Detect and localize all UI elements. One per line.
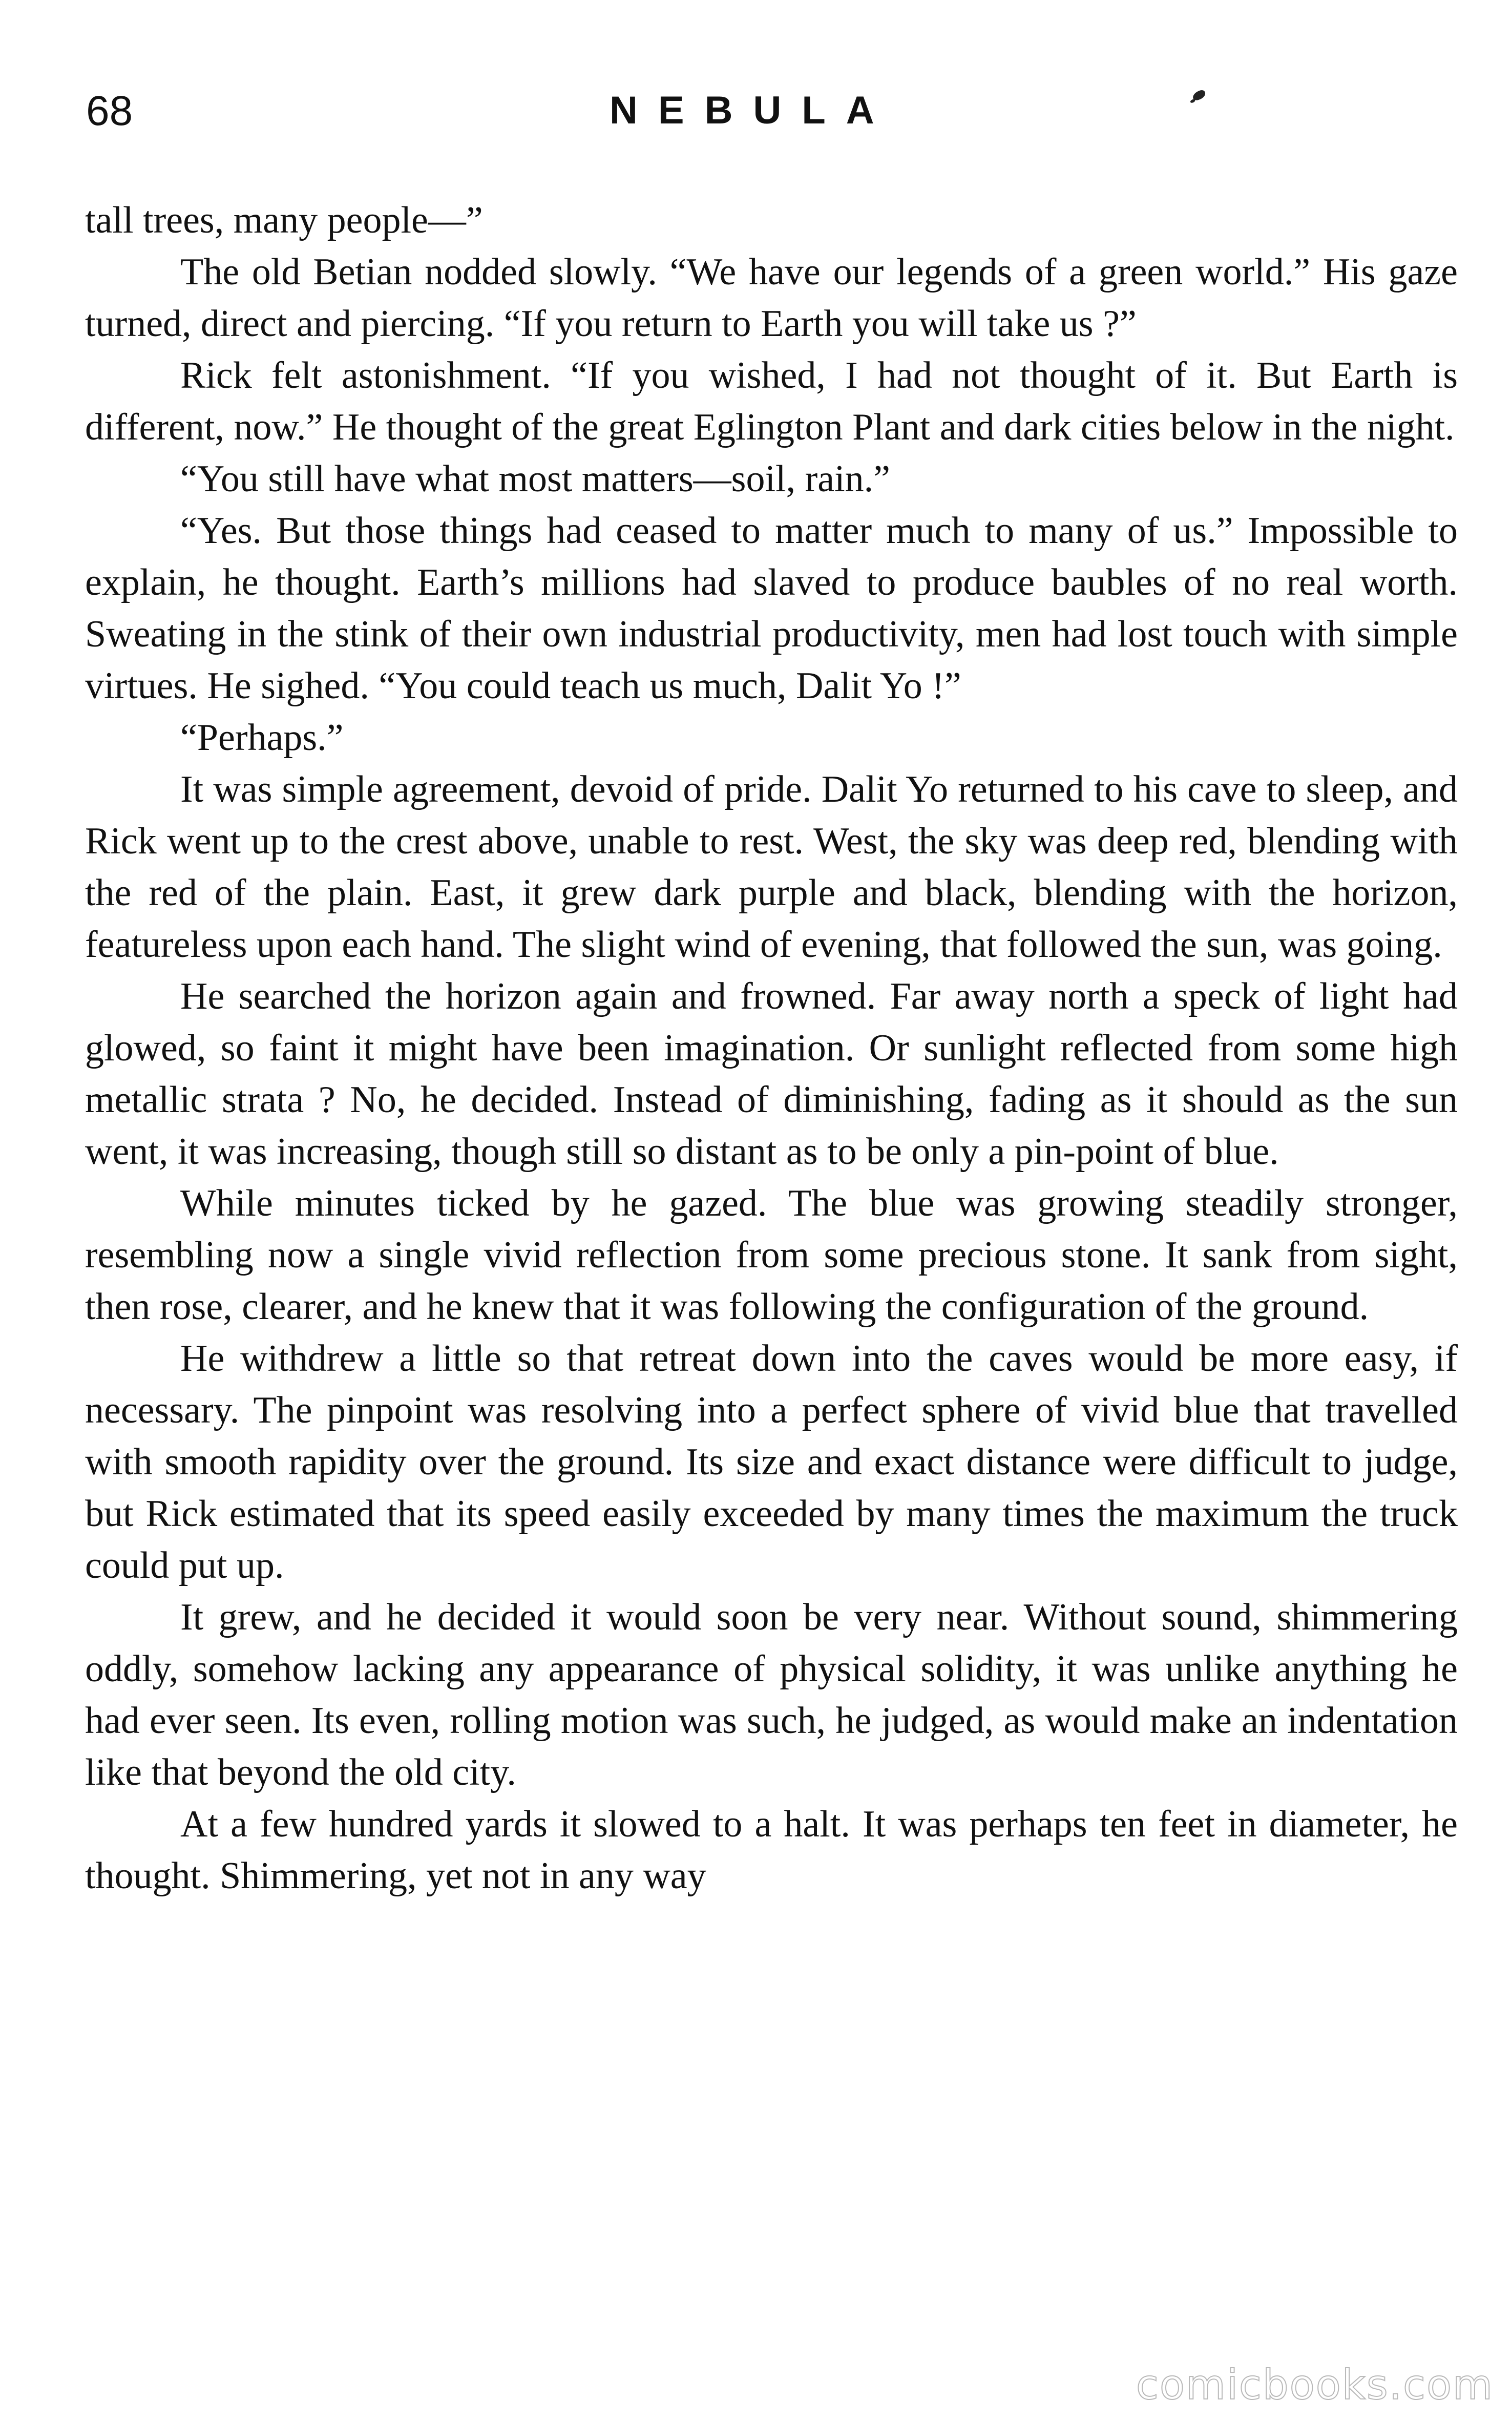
paragraph: It grew, and he decided it would soon be very near. Without sound, shimmering oddly, somehow lacking any appearance of physical solidity, it was unlike anything he had ever seen. Its even, rolling motion was such, he judged, as would make an indentation like that beyond the old city.	[85, 1596, 1458, 1793]
paragraph: It was simple agreement, devoid of pride. Dalit Yo returned to his cave to sleep, and Rick went up to the crest above, unable to rest. West, the sky was deep red, blending with the red of the plain. East, it grew dark purple and black, blending with the horizon, featureless upon each hand. The slight wind of evening, that followed the sun, was going.	[85, 768, 1458, 966]
paragraph: “Yes. But those things had ceased to matter much to many of us.” Impossible to explain, he thought. Earth’s millions had slaved to produce baubles of no real worth. Sweating in the stink of their own industrial productivity, men had lost touch with simple virtues. He sighed. “You could teach us much, Dalit Yo !”	[85, 510, 1458, 707]
paragraph: At a few hundred yards it slowed to a halt. It was perhaps ten feet in diameter, he thought. Shimmering, yet not in any way	[85, 1803, 1458, 1897]
page-number: 68	[86, 88, 133, 134]
paragraph: The old Betian nodded slowly. “We have our legends of a green world.” His gaze turned, direct and piercing. “If you return to Earth you will take us ?”	[85, 251, 1458, 345]
paragraph: tall trees, many people—”	[85, 199, 483, 241]
watermark: comicbooks.com	[1136, 2361, 1494, 2409]
running-title: NEBULA	[610, 89, 895, 132]
paragraph: While minutes ticked by he gazed. The blue was growing steadily stronger, resembling now a single vivid reflection from some precious stone. It sank from sight, then rose, clearer, and he knew that it was following the configuration of the ground.	[85, 1182, 1458, 1328]
body-text	[85, 195, 1458, 1902]
paragraph: Rick felt astonishment. “If you wished, I had not thought of it. But Earth is different, now.” He thought of the great Eglington Plant and dark cities below in the night.	[85, 354, 1458, 448]
ink-blot-mark	[1191, 89, 1207, 101]
paragraph: “Perhaps.”	[180, 717, 344, 759]
page-header	[0, 0, 1512, 169]
paragraph: He withdrew a little so that retreat down into the caves would be more easy, if necessary. The pinpoint was resolving into a perfect sphere of vivid blue that travelled with smooth rapidity over the ground. Its size and exact distance were difficult to judge, but Rick estimated that its speed easily exceeded by many times the maximum the truck could put up.	[85, 1338, 1458, 1586]
paragraph: He searched the horizon again and frowned. Far away north a speck of light had glowed, so faint it might have been imagination. Or sunlight reflected from some high metallic strata ? No, he decided. Instead of diminishing, fading as it should as the sun went, it was increasing, though still so distant as to be only a pin-point of blue.	[85, 975, 1458, 1173]
paragraph: “You still have what most matters—soil, rain.”	[180, 458, 890, 500]
